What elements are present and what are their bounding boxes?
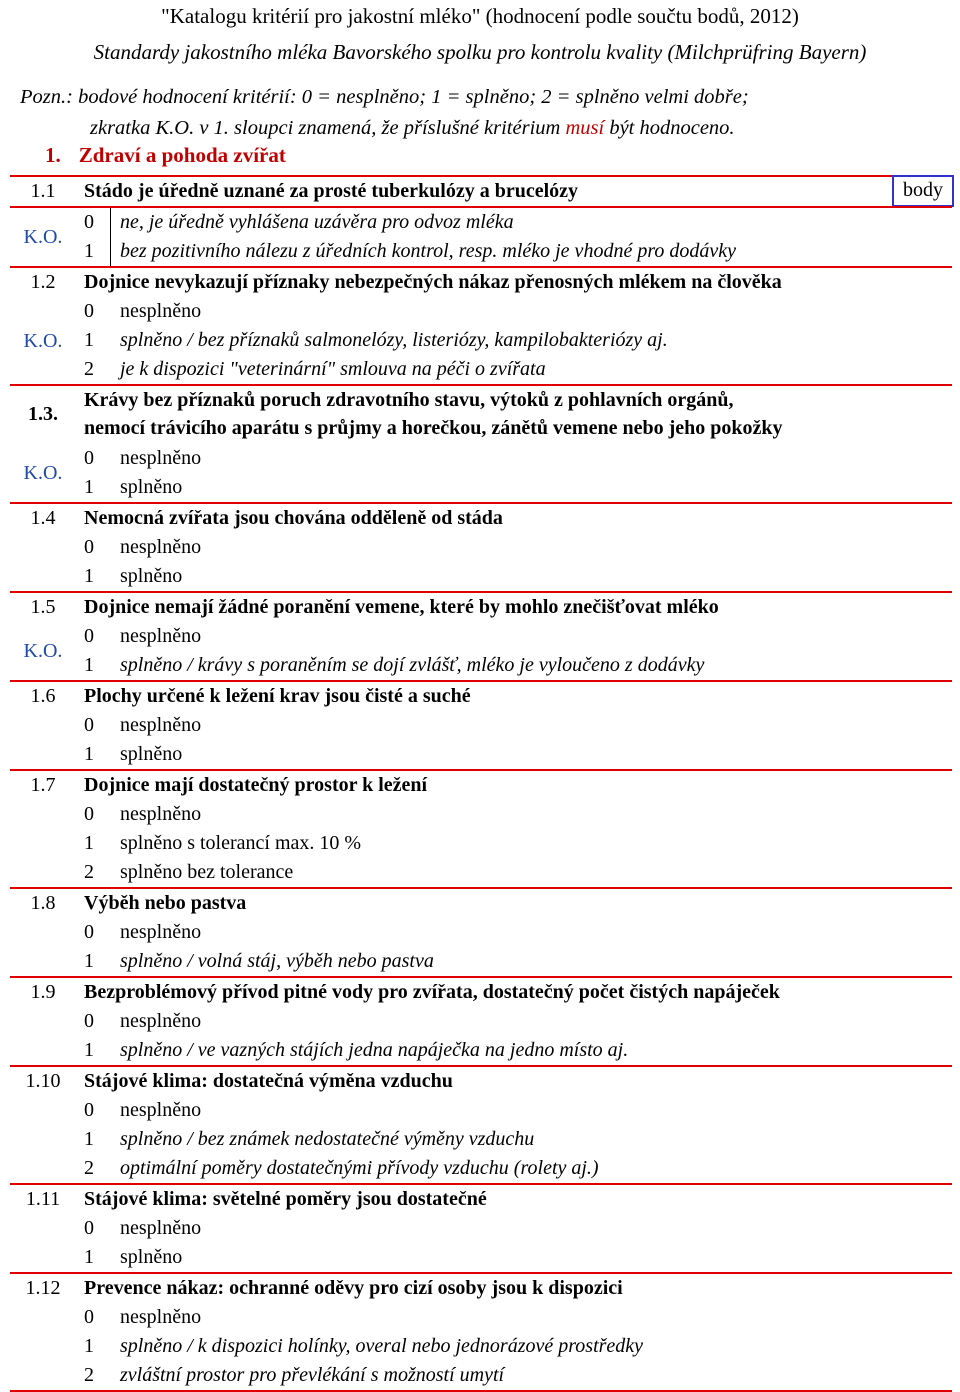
- option-text: splněno: [120, 1246, 183, 1268]
- criterion-row: [10, 976, 952, 1007]
- criterion-number: 1.5: [30, 596, 56, 618]
- criterion-title-line2: nemocí trávicího aparátu s průjmy a horečkou, zánětů vemene nebo jeho pokožky: [84, 417, 783, 439]
- option-points: 0: [84, 300, 94, 322]
- option-points: 1: [84, 565, 94, 587]
- option-row: [10, 651, 952, 680]
- ko-marker: K.O.: [23, 329, 63, 352]
- option-text: nesplněno: [120, 536, 202, 558]
- option-text: zvláštní prostor pro převlékání s možností umytí: [120, 1364, 505, 1386]
- points-column-header: body: [892, 175, 954, 207]
- option-points: 2: [84, 358, 94, 380]
- option-points: 1: [84, 743, 94, 765]
- option-text: nesplněno: [120, 1099, 202, 1121]
- option-points: 1: [84, 654, 94, 676]
- option-row: [10, 622, 952, 651]
- criterion-number: 1.7: [30, 774, 56, 796]
- option-text: splněno / krávy s poraněním se dojí zvlášť, mléko je vyloučeno z dodávky: [120, 654, 705, 676]
- criterion-row: [10, 591, 952, 622]
- options-group: [10, 1096, 952, 1183]
- option-points: 1: [84, 1335, 94, 1357]
- option-text: nesplněno: [120, 1010, 202, 1032]
- criterion-number: 1.12: [25, 1277, 61, 1299]
- option-text: nesplněno: [120, 625, 202, 647]
- criterion-row: [10, 1272, 952, 1303]
- options-group: [10, 297, 952, 384]
- options-group: [10, 1007, 952, 1065]
- option-points: 1: [84, 476, 94, 498]
- criterion-row: [10, 175, 952, 206]
- option-text: nesplněno: [120, 447, 202, 469]
- option-text: nesplněno: [120, 803, 202, 825]
- criterion-number: 1.2: [30, 271, 56, 293]
- option-row: [10, 1243, 952, 1272]
- criterion-title: Krávy bez příznaků poruch zdravotního stavu, výtoků z pohlavních orgánů,: [84, 389, 734, 411]
- option-row: [10, 533, 952, 562]
- criterion-number: 1.10: [25, 1070, 61, 1092]
- option-row: [10, 740, 952, 769]
- option-row: [10, 208, 952, 237]
- option-text: splněno: [120, 565, 183, 587]
- document-subtitle: Standardy jakostního mléka Bavorského spolku pro kontrolu kvality (Milchprüfring Bayern): [93, 40, 867, 64]
- ko-note-emphasis: musí: [565, 117, 605, 139]
- option-row: [10, 947, 952, 976]
- section-number: 1.: [45, 143, 61, 167]
- options-group: [10, 622, 952, 680]
- criterion-title: Dojnice mají dostatečný prostor k ležení: [84, 774, 428, 796]
- option-text: splněno / bez příznaků salmonelózy, listeriózy, kampilobakteriózy aj.: [120, 329, 668, 351]
- ko-marker: K.O.: [23, 640, 63, 662]
- criterion-row: [10, 769, 952, 800]
- criterion-number: 1.1: [30, 180, 56, 202]
- option-row: [10, 562, 952, 591]
- criterion-number: 1.9: [30, 981, 56, 1003]
- options-group: [10, 444, 952, 502]
- option-row: [10, 237, 952, 266]
- criterion-row: [10, 502, 952, 533]
- option-text: je k dispozici "veterinární" smlouva na péči o zvířata: [120, 358, 546, 380]
- ko-marker: K.O.: [23, 226, 63, 248]
- criterion-row: [10, 1065, 952, 1096]
- option-row: [10, 800, 952, 829]
- option-points: 0: [84, 803, 94, 825]
- option-points: 0: [84, 1217, 94, 1239]
- section-title: Zdraví a pohoda zvířat: [78, 143, 286, 167]
- criterion-number: 1.11: [25, 1188, 61, 1210]
- criterion-number: 1.3.: [28, 403, 58, 425]
- option-points: 0: [84, 1099, 94, 1121]
- option-row: [10, 473, 952, 502]
- criterion-title: Dojnice nemají žádné poranění vemene, které by mohlo znečišťovat mléko: [84, 596, 719, 618]
- options-group: [10, 711, 952, 769]
- options-group: [10, 918, 952, 976]
- option-points: 1: [84, 1039, 94, 1061]
- option-points: 1: [84, 950, 94, 972]
- options-group: [10, 1214, 952, 1272]
- option-points: 0: [84, 921, 94, 943]
- options-group: [10, 206, 952, 266]
- option-row: [10, 1125, 952, 1154]
- option-text: optimální poměry dostatečnými přívody vzduchu (rolety aj.): [120, 1157, 599, 1179]
- criterion-title: Stájové klima: dostatečná výměna vzduchu: [84, 1070, 453, 1092]
- option-text: ne, je úředně vyhlášena uzávěra pro odvoz mléka: [120, 211, 514, 233]
- option-points: 1: [84, 240, 94, 262]
- option-row: [10, 918, 952, 947]
- option-text: splněno / volná stáj, výběh nebo pastva: [120, 950, 434, 972]
- options-group: [10, 800, 952, 887]
- option-points: 0: [84, 1010, 94, 1032]
- option-row: [10, 1154, 952, 1183]
- option-row: [10, 297, 952, 326]
- option-row: [10, 829, 952, 858]
- ko-note-end: být hodnoceno.: [604, 117, 735, 139]
- criterion-number: 1.8: [30, 892, 56, 914]
- option-row: [10, 1007, 952, 1036]
- options-group: [10, 1303, 952, 1392]
- option-text: splněno / k dispozici holínky, overal nebo jednorázové prostředky: [120, 1335, 644, 1357]
- criterion-row: [10, 887, 952, 918]
- criterion-row: [10, 384, 952, 444]
- option-text: nesplněno: [120, 1217, 202, 1239]
- criterion-number: 1.4: [30, 507, 56, 529]
- option-text: nesplněno: [120, 1306, 202, 1328]
- criterion-row: [10, 266, 952, 297]
- criterion-title: Bezproblémový přívod pitné vody pro zvířata, dostatečný počet čistých napáječek: [84, 981, 780, 1003]
- option-row: [10, 1361, 952, 1390]
- option-row: [10, 1214, 952, 1243]
- criterion-title: Stájové klima: světelné poměry jsou dostatečné: [84, 1188, 487, 1210]
- option-row: [10, 444, 952, 473]
- criterion-number: 1.6: [30, 685, 56, 707]
- scoring-note: Pozn.: bodové hodnocení kritérií: 0 = nesplněno; 1 = splněno; 2 = splněno velmi dobře;: [20, 86, 749, 108]
- section-heading: [45, 143, 286, 168]
- option-text: nesplněno: [120, 300, 202, 322]
- option-row: [10, 326, 952, 355]
- option-text: splněno bez tolerance: [120, 861, 294, 883]
- option-row: [10, 1303, 952, 1332]
- option-points: 0: [84, 714, 94, 736]
- option-points: 0: [84, 447, 94, 469]
- ko-note-part: zkratka K.O. v 1. sloupci znamená, že příslušné kritérium: [90, 117, 566, 139]
- criterion-title: Dojnice nevykazují příznaky nebezpečných nákaz přenosných mlékem na člověka: [84, 271, 782, 293]
- option-text: splněno: [120, 476, 183, 498]
- ko-marker: K.O.: [23, 462, 63, 484]
- criterion-title: Výběh nebo pastva: [84, 892, 247, 914]
- option-text: splněno: [120, 743, 183, 765]
- option-row: [10, 858, 952, 887]
- option-row: [10, 1096, 952, 1125]
- option-points: 0: [84, 211, 94, 233]
- option-text: nesplněno: [120, 714, 202, 736]
- options-group: [10, 533, 952, 591]
- criterion-title: Plochy určené k ležení krav jsou čisté a suché: [84, 685, 471, 707]
- option-points: 1: [84, 1246, 94, 1268]
- option-text: splněno s tolerancí max. 10 %: [120, 832, 362, 854]
- option-row: [10, 711, 952, 740]
- option-row: [10, 1332, 952, 1361]
- option-points: 1: [84, 1128, 94, 1150]
- option-row: [10, 355, 952, 384]
- ko-note: [90, 116, 735, 140]
- criterion-row: [10, 680, 952, 711]
- option-points: 2: [84, 1157, 94, 1179]
- option-points: 1: [84, 832, 94, 854]
- option-row: [10, 1036, 952, 1065]
- criterion-row: [10, 1183, 952, 1214]
- criterion-title: Nemocná zvířata jsou chována odděleně od stáda: [84, 507, 503, 529]
- points-divider: [110, 208, 111, 266]
- document-title: "Katalogu kritérií pro jakostní mléko" (hodnocení podle součtu bodů, 2012): [161, 4, 799, 28]
- option-text: splněno / ve vazných stájích jedna napáječka na jedno místo aj.: [120, 1039, 629, 1061]
- option-points: 0: [84, 625, 94, 647]
- criteria-table: [10, 175, 952, 1392]
- criterion-title: Stádo je úředně uznané za prosté tuberkulózy a brucelózy: [84, 180, 579, 202]
- option-text: splněno / bez známek nedostatečné výměny vzduchu: [120, 1128, 535, 1150]
- option-points: 2: [84, 861, 94, 883]
- criterion-title: Prevence nákaz: ochranné oděvy pro cizí osoby jsou k dispozici: [84, 1277, 623, 1299]
- option-text: bez pozitivního nálezu z úředních kontrol, resp. mléko je vhodné pro dodávky: [120, 240, 736, 262]
- option-points: 1: [84, 329, 94, 351]
- option-points: 0: [84, 536, 94, 558]
- option-points: 2: [84, 1364, 94, 1386]
- option-text: nesplněno: [120, 921, 202, 943]
- option-points: 0: [84, 1306, 94, 1328]
